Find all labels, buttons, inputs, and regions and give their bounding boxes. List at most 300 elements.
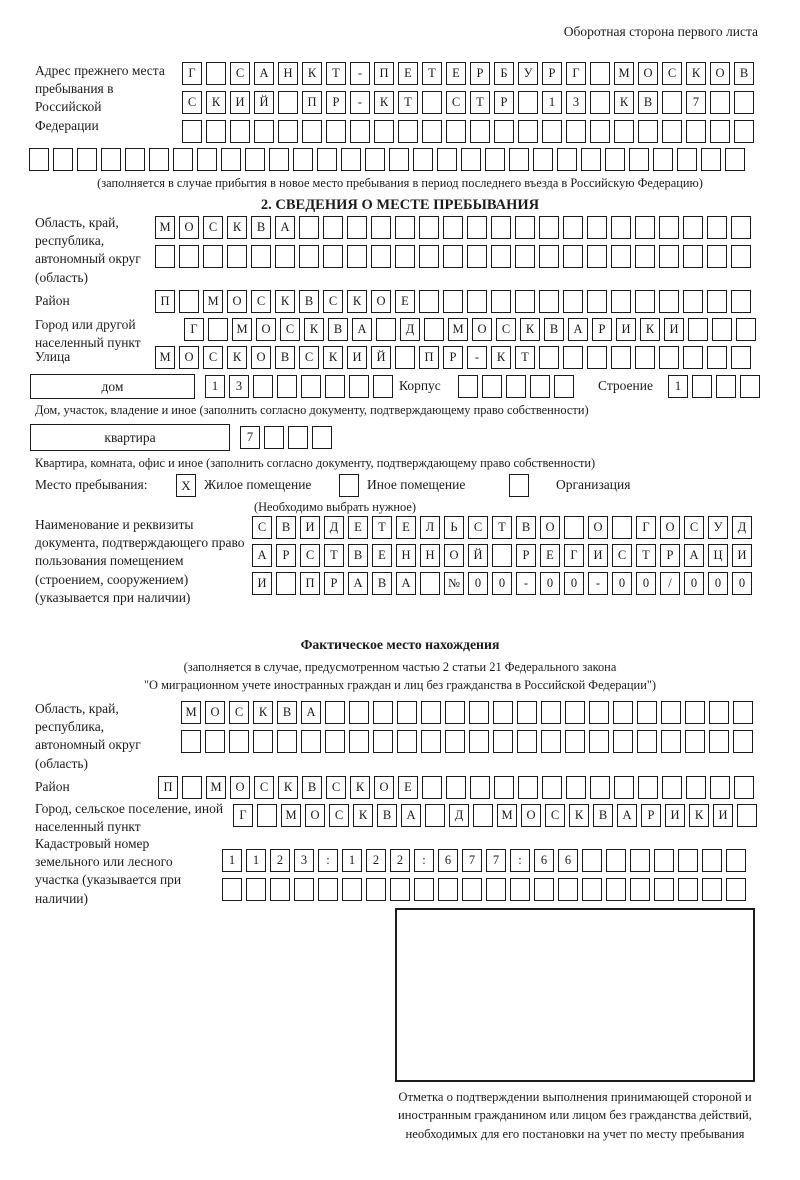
char-cell[interactable]: [155, 245, 175, 268]
char-cell[interactable]: К: [353, 804, 373, 827]
char-cell[interactable]: [494, 776, 514, 799]
char-cell[interactable]: П: [158, 776, 178, 799]
char-cell[interactable]: В: [328, 318, 348, 341]
char-cell[interactable]: У: [708, 516, 728, 539]
char-cell[interactable]: [469, 701, 489, 724]
char-cell[interactable]: [606, 849, 626, 872]
char-cell[interactable]: У: [518, 62, 538, 85]
char-cell[interactable]: [491, 216, 511, 239]
char-cell[interactable]: [182, 120, 202, 143]
char-cell[interactable]: 2: [390, 849, 410, 872]
char-cell[interactable]: [518, 120, 538, 143]
char-cell[interactable]: В: [348, 544, 368, 567]
char-cell[interactable]: [709, 730, 729, 753]
char-cell[interactable]: [659, 290, 679, 313]
char-cell[interactable]: 0: [708, 572, 728, 595]
char-cell[interactable]: [301, 375, 321, 398]
char-cell[interactable]: [726, 849, 746, 872]
char-cell[interactable]: М: [155, 346, 175, 369]
char-cell[interactable]: В: [638, 91, 658, 114]
char-cell[interactable]: И: [300, 516, 320, 539]
char-cell[interactable]: К: [689, 804, 709, 827]
char-cell[interactable]: И: [732, 544, 752, 567]
char-cell[interactable]: О: [638, 62, 658, 85]
char-cell[interactable]: [683, 216, 703, 239]
char-cell[interactable]: [740, 375, 760, 398]
char-cell[interactable]: С: [545, 804, 565, 827]
char-cell[interactable]: [467, 245, 487, 268]
char-cell[interactable]: [413, 148, 433, 171]
char-cell[interactable]: [734, 776, 754, 799]
char-cell[interactable]: [509, 148, 529, 171]
char-cell[interactable]: 0: [732, 572, 752, 595]
char-cell[interactable]: 0: [468, 572, 488, 595]
char-cell[interactable]: [347, 216, 367, 239]
char-cell[interactable]: [374, 120, 394, 143]
char-cell[interactable]: М: [155, 216, 175, 239]
char-cell[interactable]: [638, 120, 658, 143]
char-cell[interactable]: К: [253, 701, 273, 724]
char-cell[interactable]: И: [713, 804, 733, 827]
char-cell[interactable]: [181, 730, 201, 753]
char-cell[interactable]: [421, 701, 441, 724]
char-cell[interactable]: [208, 318, 228, 341]
char-cell[interactable]: В: [544, 318, 564, 341]
char-cell[interactable]: Г: [636, 516, 656, 539]
char-cell[interactable]: [323, 245, 343, 268]
char-cell[interactable]: [677, 148, 697, 171]
char-cell[interactable]: К: [227, 216, 247, 239]
char-cell[interactable]: Г: [564, 544, 584, 567]
char-cell[interactable]: [275, 245, 295, 268]
char-cell[interactable]: К: [323, 346, 343, 369]
char-cell[interactable]: [288, 426, 308, 449]
char-cell[interactable]: [558, 878, 578, 901]
char-cell[interactable]: 7: [240, 426, 260, 449]
char-cell[interactable]: [270, 878, 290, 901]
char-cell[interactable]: Р: [542, 62, 562, 85]
char-cell[interactable]: 0: [540, 572, 560, 595]
char-cell[interactable]: 3: [566, 91, 586, 114]
char-cell[interactable]: А: [568, 318, 588, 341]
char-cell[interactable]: П: [302, 91, 322, 114]
char-cell[interactable]: [716, 375, 736, 398]
char-cell[interactable]: [366, 878, 386, 901]
char-cell[interactable]: М: [614, 62, 634, 85]
char-cell[interactable]: [257, 804, 277, 827]
char-cell[interactable]: К: [347, 290, 367, 313]
char-cell[interactable]: Г: [182, 62, 202, 85]
char-cell[interactable]: С: [326, 776, 346, 799]
char-cell[interactable]: 3: [294, 849, 314, 872]
char-cell[interactable]: Р: [443, 346, 463, 369]
char-cell[interactable]: -: [516, 572, 536, 595]
char-cell[interactable]: С: [203, 216, 223, 239]
char-cell[interactable]: А: [396, 572, 416, 595]
char-cell[interactable]: [251, 245, 271, 268]
char-cell[interactable]: [341, 148, 361, 171]
char-cell[interactable]: [653, 148, 673, 171]
char-cell[interactable]: [493, 701, 513, 724]
char-cell[interactable]: [733, 730, 753, 753]
char-cell[interactable]: [590, 91, 610, 114]
char-cell[interactable]: [414, 878, 434, 901]
char-cell[interactable]: [149, 148, 169, 171]
char-cell[interactable]: С: [203, 346, 223, 369]
char-cell[interactable]: 0: [684, 572, 704, 595]
char-cell[interactable]: Г: [184, 318, 204, 341]
char-cell[interactable]: [554, 375, 574, 398]
char-cell[interactable]: Д: [732, 516, 752, 539]
char-cell[interactable]: [539, 216, 559, 239]
char-cell[interactable]: [685, 701, 705, 724]
char-cell[interactable]: Й: [468, 544, 488, 567]
char-cell[interactable]: П: [374, 62, 394, 85]
char-cell[interactable]: [654, 878, 674, 901]
checkbox-organizatsiya[interactable]: [509, 474, 529, 497]
char-cell[interactable]: [492, 544, 512, 567]
char-cell[interactable]: А: [684, 544, 704, 567]
char-cell[interactable]: [662, 776, 682, 799]
char-cell[interactable]: [661, 701, 681, 724]
char-cell[interactable]: [390, 878, 410, 901]
char-cell[interactable]: В: [516, 516, 536, 539]
char-cell[interactable]: [221, 148, 241, 171]
char-cell[interactable]: С: [684, 516, 704, 539]
char-cell[interactable]: А: [352, 318, 372, 341]
char-cell[interactable]: [710, 120, 730, 143]
char-cell[interactable]: [518, 91, 538, 114]
char-cell[interactable]: [654, 849, 674, 872]
char-cell[interactable]: [635, 216, 655, 239]
char-cell[interactable]: [685, 730, 705, 753]
char-cell[interactable]: [635, 290, 655, 313]
char-cell[interactable]: [445, 701, 465, 724]
char-cell[interactable]: [692, 375, 712, 398]
char-cell[interactable]: О: [374, 776, 394, 799]
char-cell[interactable]: С: [468, 516, 488, 539]
char-cell[interactable]: [566, 776, 586, 799]
char-cell[interactable]: О: [472, 318, 492, 341]
char-cell[interactable]: [539, 346, 559, 369]
char-cell[interactable]: Б: [494, 62, 514, 85]
char-cell[interactable]: [726, 878, 746, 901]
char-cell[interactable]: [373, 730, 393, 753]
char-cell[interactable]: Й: [371, 346, 391, 369]
char-cell[interactable]: [421, 730, 441, 753]
char-cell[interactable]: [630, 878, 650, 901]
char-cell[interactable]: 1: [222, 849, 242, 872]
char-cell[interactable]: О: [251, 346, 271, 369]
char-cell[interactable]: О: [179, 346, 199, 369]
char-cell[interactable]: С: [254, 776, 274, 799]
char-cell[interactable]: 7: [686, 91, 706, 114]
char-cell[interactable]: [371, 216, 391, 239]
char-cell[interactable]: [637, 730, 657, 753]
char-cell[interactable]: [737, 804, 757, 827]
char-cell[interactable]: В: [251, 216, 271, 239]
char-cell[interactable]: [659, 346, 679, 369]
char-cell[interactable]: [323, 216, 343, 239]
char-cell[interactable]: 1: [668, 375, 688, 398]
char-cell[interactable]: [437, 148, 457, 171]
char-cell[interactable]: К: [302, 62, 322, 85]
char-cell[interactable]: Т: [492, 516, 512, 539]
char-cell[interactable]: М: [181, 701, 201, 724]
char-cell[interactable]: [462, 878, 482, 901]
char-cell[interactable]: [493, 730, 513, 753]
char-cell[interactable]: И: [616, 318, 636, 341]
char-cell[interactable]: И: [347, 346, 367, 369]
char-cell[interactable]: [264, 426, 284, 449]
char-cell[interactable]: [709, 701, 729, 724]
char-cell[interactable]: [587, 290, 607, 313]
char-cell[interactable]: 0: [612, 572, 632, 595]
char-cell[interactable]: Р: [660, 544, 680, 567]
char-cell[interactable]: О: [444, 544, 464, 567]
char-cell[interactable]: [470, 776, 490, 799]
char-cell[interactable]: [515, 245, 535, 268]
char-cell[interactable]: С: [300, 544, 320, 567]
char-cell[interactable]: №: [444, 572, 464, 595]
char-cell[interactable]: [563, 216, 583, 239]
char-cell[interactable]: [590, 776, 610, 799]
char-cell[interactable]: Е: [395, 290, 415, 313]
char-cell[interactable]: К: [275, 290, 295, 313]
char-cell[interactable]: [661, 730, 681, 753]
char-cell[interactable]: О: [521, 804, 541, 827]
char-cell[interactable]: [246, 878, 266, 901]
char-cell[interactable]: 0: [636, 572, 656, 595]
char-cell[interactable]: Ь: [444, 516, 464, 539]
char-cell[interactable]: Л: [420, 516, 440, 539]
char-cell[interactable]: [534, 878, 554, 901]
char-cell[interactable]: [425, 804, 445, 827]
char-cell[interactable]: [638, 776, 658, 799]
checkbox-zhiloe-pomeshchenie[interactable]: Х: [176, 474, 196, 497]
char-cell[interactable]: [686, 776, 706, 799]
char-cell[interactable]: [731, 245, 751, 268]
char-cell[interactable]: 1: [342, 849, 362, 872]
char-cell[interactable]: Й: [254, 91, 274, 114]
char-cell[interactable]: [277, 730, 297, 753]
char-cell[interactable]: 1: [246, 849, 266, 872]
char-cell[interactable]: -: [350, 91, 370, 114]
char-cell[interactable]: [662, 91, 682, 114]
char-cell[interactable]: Р: [516, 544, 536, 567]
char-cell[interactable]: [587, 216, 607, 239]
char-cell[interactable]: [515, 216, 535, 239]
char-cell[interactable]: Е: [540, 544, 560, 567]
char-cell[interactable]: [565, 730, 585, 753]
char-cell[interactable]: Т: [636, 544, 656, 567]
char-cell[interactable]: Т: [515, 346, 535, 369]
char-cell[interactable]: [469, 730, 489, 753]
char-cell[interactable]: [589, 730, 609, 753]
char-cell[interactable]: Р: [324, 572, 344, 595]
char-cell[interactable]: [349, 701, 369, 724]
char-cell[interactable]: [350, 120, 370, 143]
char-cell[interactable]: [312, 426, 332, 449]
char-cell[interactable]: [395, 245, 415, 268]
char-cell[interactable]: [29, 148, 49, 171]
char-cell[interactable]: [317, 148, 337, 171]
char-cell[interactable]: 3: [229, 375, 249, 398]
char-cell[interactable]: 6: [558, 849, 578, 872]
char-cell[interactable]: С: [323, 290, 343, 313]
char-cell[interactable]: С: [329, 804, 349, 827]
char-cell[interactable]: [458, 375, 478, 398]
char-cell[interactable]: [611, 346, 631, 369]
char-cell[interactable]: [710, 91, 730, 114]
char-cell[interactable]: [662, 120, 682, 143]
char-cell[interactable]: [539, 245, 559, 268]
char-cell[interactable]: [125, 148, 145, 171]
char-cell[interactable]: [683, 245, 703, 268]
char-cell[interactable]: К: [374, 91, 394, 114]
char-cell[interactable]: Е: [348, 516, 368, 539]
char-cell[interactable]: [510, 878, 530, 901]
char-cell[interactable]: В: [372, 572, 392, 595]
char-cell[interactable]: [101, 148, 121, 171]
char-cell[interactable]: М: [497, 804, 517, 827]
char-cell[interactable]: [206, 62, 226, 85]
char-cell[interactable]: [515, 290, 535, 313]
char-cell[interactable]: [611, 290, 631, 313]
char-cell[interactable]: В: [277, 701, 297, 724]
char-cell[interactable]: Г: [233, 804, 253, 827]
char-cell[interactable]: О: [256, 318, 276, 341]
char-cell[interactable]: [422, 120, 442, 143]
char-cell[interactable]: [564, 516, 584, 539]
char-cell[interactable]: Е: [398, 776, 418, 799]
char-cell[interactable]: 0: [564, 572, 584, 595]
char-cell[interactable]: [422, 91, 442, 114]
char-cell[interactable]: [613, 730, 633, 753]
char-cell[interactable]: Т: [372, 516, 392, 539]
char-cell[interactable]: [397, 701, 417, 724]
char-cell[interactable]: С: [251, 290, 271, 313]
char-cell[interactable]: [278, 120, 298, 143]
char-cell[interactable]: Н: [420, 544, 440, 567]
char-cell[interactable]: Д: [400, 318, 420, 341]
char-cell[interactable]: [443, 290, 463, 313]
char-cell[interactable]: В: [302, 776, 322, 799]
char-cell[interactable]: К: [520, 318, 540, 341]
char-cell[interactable]: В: [276, 516, 296, 539]
char-cell[interactable]: К: [350, 776, 370, 799]
char-cell[interactable]: [179, 290, 199, 313]
char-cell[interactable]: Н: [396, 544, 416, 567]
char-cell[interactable]: [581, 148, 601, 171]
char-cell[interactable]: 2: [270, 849, 290, 872]
char-cell[interactable]: К: [640, 318, 660, 341]
char-cell[interactable]: [467, 216, 487, 239]
char-cell[interactable]: 7: [462, 849, 482, 872]
char-cell[interactable]: О: [371, 290, 391, 313]
char-cell[interactable]: [473, 804, 493, 827]
char-cell[interactable]: [678, 878, 698, 901]
char-cell[interactable]: С: [182, 91, 202, 114]
char-cell[interactable]: 2: [366, 849, 386, 872]
char-cell[interactable]: [467, 290, 487, 313]
char-cell[interactable]: [197, 148, 217, 171]
char-cell[interactable]: М: [206, 776, 226, 799]
char-cell[interactable]: [325, 375, 345, 398]
char-cell[interactable]: [422, 776, 442, 799]
char-cell[interactable]: /: [660, 572, 680, 595]
char-cell[interactable]: С: [612, 544, 632, 567]
char-cell[interactable]: [605, 148, 625, 171]
char-cell[interactable]: М: [203, 290, 223, 313]
char-cell[interactable]: С: [280, 318, 300, 341]
char-cell[interactable]: 1: [205, 375, 225, 398]
char-cell[interactable]: К: [278, 776, 298, 799]
char-cell[interactable]: [707, 346, 727, 369]
char-cell[interactable]: Д: [324, 516, 344, 539]
char-cell[interactable]: [637, 701, 657, 724]
char-cell[interactable]: [688, 318, 708, 341]
char-cell[interactable]: [443, 216, 463, 239]
char-cell[interactable]: [53, 148, 73, 171]
char-cell[interactable]: [635, 346, 655, 369]
char-cell[interactable]: П: [419, 346, 439, 369]
char-cell[interactable]: [349, 375, 369, 398]
char-cell[interactable]: [589, 701, 609, 724]
char-cell[interactable]: [486, 878, 506, 901]
char-cell[interactable]: [203, 245, 223, 268]
char-cell[interactable]: И: [588, 544, 608, 567]
char-cell[interactable]: [424, 318, 444, 341]
char-cell[interactable]: С: [446, 91, 466, 114]
char-cell[interactable]: Р: [276, 544, 296, 567]
char-cell[interactable]: [702, 878, 722, 901]
char-cell[interactable]: [707, 290, 727, 313]
char-cell[interactable]: [222, 878, 242, 901]
char-cell[interactable]: [587, 245, 607, 268]
char-cell[interactable]: А: [301, 701, 321, 724]
char-cell[interactable]: О: [660, 516, 680, 539]
char-cell[interactable]: [678, 849, 698, 872]
char-cell[interactable]: 0: [492, 572, 512, 595]
char-cell[interactable]: :: [318, 849, 338, 872]
char-cell[interactable]: Р: [592, 318, 612, 341]
char-cell[interactable]: [635, 245, 655, 268]
char-cell[interactable]: [606, 878, 626, 901]
char-cell[interactable]: [294, 878, 314, 901]
char-cell[interactable]: К: [304, 318, 324, 341]
checkbox-inoe-pomeshchenie[interactable]: [339, 474, 359, 497]
char-cell[interactable]: [587, 346, 607, 369]
char-cell[interactable]: [269, 148, 289, 171]
char-cell[interactable]: [446, 120, 466, 143]
char-cell[interactable]: [182, 776, 202, 799]
char-cell[interactable]: [734, 91, 754, 114]
char-cell[interactable]: С: [230, 62, 250, 85]
char-cell[interactable]: [611, 216, 631, 239]
char-cell[interactable]: [733, 701, 753, 724]
char-cell[interactable]: М: [281, 804, 301, 827]
char-cell[interactable]: Н: [278, 62, 298, 85]
char-cell[interactable]: Е: [398, 62, 418, 85]
char-cell[interactable]: [541, 730, 561, 753]
char-cell[interactable]: [734, 120, 754, 143]
char-cell[interactable]: [517, 730, 537, 753]
char-cell[interactable]: [299, 245, 319, 268]
char-cell[interactable]: О: [179, 216, 199, 239]
char-cell[interactable]: [491, 245, 511, 268]
char-cell[interactable]: [629, 148, 649, 171]
